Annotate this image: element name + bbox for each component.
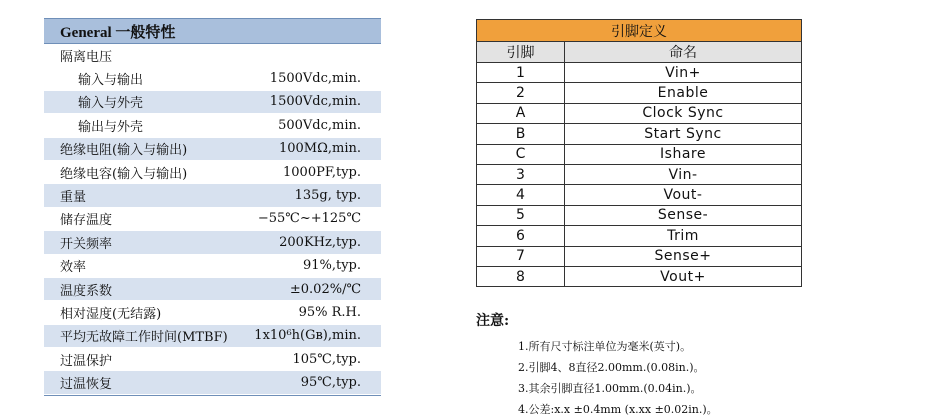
pin-name: Trim [565,226,802,246]
pin-number: 8 [477,266,565,286]
pin-number: C [477,144,565,164]
spec-label: 绝缘电容(输入与输出) [60,166,188,182]
spec-value: 1500Vdc,min. [269,94,361,110]
pin-row [477,266,802,286]
pin-name: Vout+ [565,266,802,286]
pin-name: Vout- [565,185,802,205]
spec-row [44,138,381,161]
spec-value: −55℃~+125℃ [257,211,361,227]
pin-column-header: 引脚 [477,42,565,63]
spec-value: 500Vdc,min. [278,117,361,133]
pin-table-body [477,63,802,287]
spec-value: 100MΩ,min. [278,141,361,157]
spec-row [44,231,381,254]
note-line: 1.所有尺寸标注单位为毫米(英寸)。 [518,340,692,353]
spec-row [44,371,381,394]
spec-row [44,114,381,137]
pin-row [477,185,802,205]
spec-value: 91%,typ. [302,258,361,274]
pin-number: 6 [477,226,565,246]
spec-row [44,91,381,114]
pin-number: 3 [477,164,565,184]
pin-name: Sense+ [565,246,802,266]
pin-row [477,124,802,144]
spec-row [44,325,381,348]
spec-value: 95% R.H. [298,304,361,320]
spec-row [44,208,381,231]
spec-value: 200KHz,typ. [279,234,361,250]
pin-number: 1 [477,63,565,83]
pin-name: Vin+ [565,63,802,83]
spec-label: 相对湿度(无结露) [60,306,162,322]
pin-name: Vin- [565,164,802,184]
pin-table-title-row [477,20,802,42]
pin-row [477,226,802,246]
pin-row [477,103,802,123]
pin-name: Clock Sync [565,103,802,123]
pin-row [477,164,802,184]
pin-name: Sense- [565,205,802,225]
spec-label: 储存温度 [60,213,113,229]
spec-label: 温度系数 [60,283,113,299]
pin-row [477,205,802,225]
spec-row [44,278,381,301]
spec-row [44,348,381,371]
spec-row [44,67,381,90]
spec-value: 95℃,typ. [300,375,361,391]
spec-label: 绝缘电阻(输入与输出) [60,143,188,159]
pin-row [477,63,802,83]
spec-label: 重量 [60,190,87,206]
pin-number: 7 [477,246,565,266]
spec-label: 效率 [60,260,87,276]
pin-name: Start Sync [565,124,802,144]
general-spec-rows [44,44,381,395]
spec-label: 开关频率 [60,236,113,252]
spec-value: 1500Vdc,min. [269,71,361,87]
spec-row [44,184,381,207]
note-line: 2.引脚4、8直径2.00mm.(0.08in.)。 [518,361,705,374]
pin-number: 5 [477,205,565,225]
notes-lines [476,336,916,420]
spec-row [44,161,381,184]
pin-number: 4 [477,185,565,205]
spec-row [44,44,381,67]
pin-name: Enable [565,83,802,103]
spec-row [44,301,381,324]
pin-name: Ishare [565,144,802,164]
spec-label: 输出与外壳 [78,119,144,135]
spec-value: 1000PF,typ. [283,164,361,180]
pin-number: 2 [477,83,565,103]
spec-label: 平均无故障工作时间(MTBF) [60,330,228,346]
spec-label: 过温恢复 [60,377,113,393]
general-spec-title: General 一般特性 [44,18,381,44]
notes-title: 注意: [476,313,510,329]
name-column-header: 命名 [565,42,802,63]
pin-row [477,144,802,164]
spec-value: ±0.02%/℃ [289,281,361,297]
pin-number: A [477,103,565,123]
pin-table-title: 引脚定义 [477,20,802,42]
pin-row [477,83,802,103]
note-line: 3.其余引脚直径1.00mm.(0.04in.)。 [518,382,702,395]
spec-value: 105℃,typ. [292,351,361,367]
notes-section [476,310,916,420]
spec-label: 隔离电压 [60,49,113,65]
general-spec-table [44,18,381,396]
general-spec-bottom-rule [44,395,381,396]
pin-definition-table [476,19,802,287]
pin-table-header-row [477,42,802,63]
spec-row [44,255,381,278]
spec-label: 过温保护 [60,353,113,369]
spec-label: 输入与外壳 [78,96,144,112]
spec-value: 135g, typ. [294,188,361,204]
spec-label: 输入与输出 [78,73,144,89]
pin-row [477,246,802,266]
note-line: 4.公差:x.x ±0.4mm (x.xx ±0.02in.)。 [518,403,718,416]
spec-value: 1x10⁶h(Gʙ),min. [254,328,361,344]
pin-number: B [477,124,565,144]
